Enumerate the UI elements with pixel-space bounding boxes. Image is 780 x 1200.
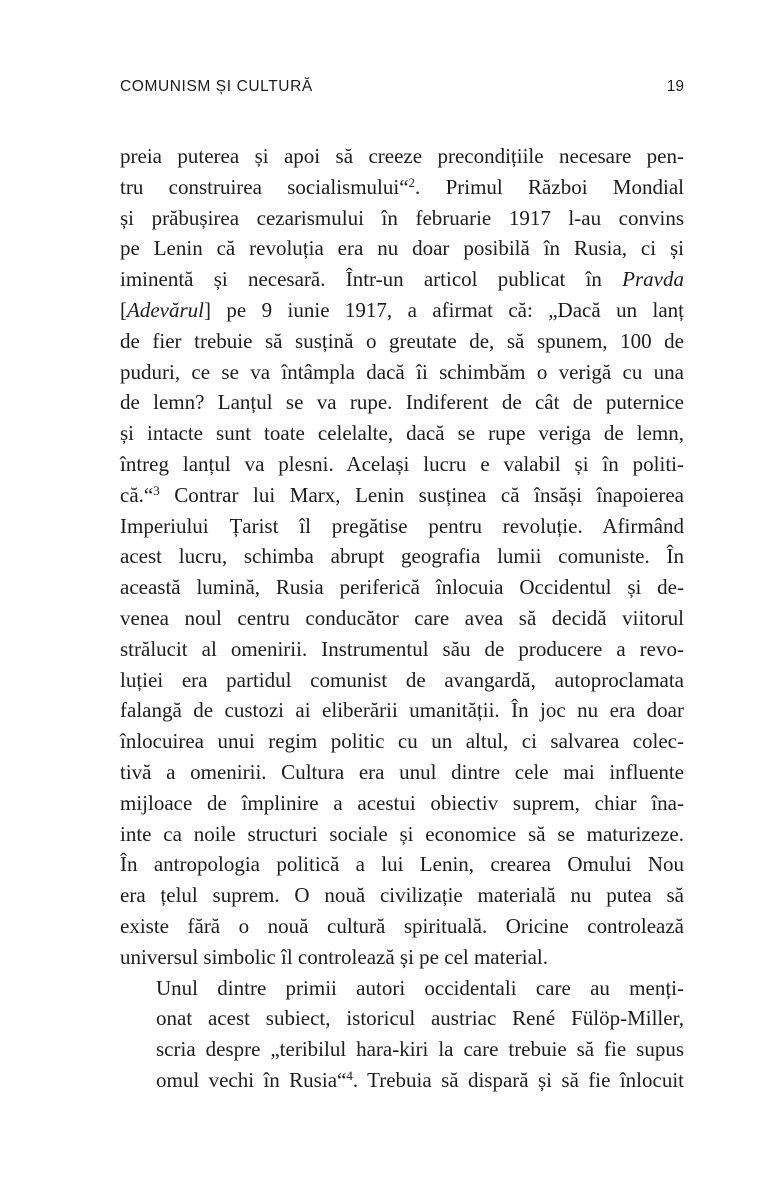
text-line: întreg lanțul va plesni. Același lucru e valabil și în politi- (120, 451, 684, 476)
text-line: și prăbușirea cezarismului în februarie 1917 l-au convins (120, 205, 684, 230)
body-text (120, 141, 684, 1096)
text-line: În antropologia politică a lui Lenin, crearea Omului Nou (120, 852, 684, 877)
text-line: era țelul suprem. O nouă civilizație materială nu putea să (120, 883, 684, 908)
text-line: luției era partidul comunist de avangardă, autoproclamata (120, 667, 684, 692)
text-line: universul simbolic îl controlează și pe cel material. (120, 944, 549, 969)
paragraph-1 (120, 141, 684, 973)
text-line: preia puterea și apoi să creeze precondițiile necesare pen- (120, 144, 684, 168)
text-line: onat acest subiect, istoricul austriac René Fülöp-Miller, (156, 1006, 684, 1031)
text-line: că.“$^3$ Contrar lui Marx, Lenin susținea că însăși înapoierea (120, 482, 684, 507)
text-line: puduri, ce se va întâmpla dacă îi schimbăm o verigă cu una (120, 359, 684, 384)
text-line: Imperiului Țarist îl pregătise pentru revoluție. Afirmând (120, 513, 684, 538)
text-line: această lumină, Rusia periferică înlocuia Occidentul și de- (120, 575, 684, 600)
text-line: acest lucru, schimba abrupt geografia lumii comuniste. În (120, 544, 684, 569)
text-line: Unul dintre primii autori occidentali care au menți- (156, 975, 684, 1000)
text-line: iminentă și necesară. Într-un articol publicat în Pravda (120, 267, 684, 292)
running-header (120, 78, 684, 102)
page-number: 19 (666, 78, 684, 95)
text-line: scria despre „teribilul hara-kiri la care trebuie să fie supus (156, 1037, 684, 1062)
text-line: strălucit al omenirii. Instrumentul său de producere a revo- (120, 636, 684, 661)
text-line: de fier trebuie să susțină o greutate de, să spunem, 100 de (120, 328, 684, 353)
text-line: înlocuirea unui regim politic cu un altul, ci salvarea colec- (120, 729, 684, 754)
text-line: [Adevărul] pe 9 iunie 1917, a afirmat că: „Dacă un lanț (120, 297, 684, 322)
text-line: pe Lenin că revoluția era nu doar posibilă în Rusia, ci și (120, 236, 684, 261)
text-line: inte ca noile structuri sociale și economice să se maturizeze. (120, 821, 684, 846)
text-line: omul vechi în Rusia“$^4$. Trebuia să dispară și să fie înlocuit (156, 1067, 685, 1092)
running-title: COMUNISM ȘI CULTURĂ (120, 78, 313, 95)
text-line: venea noul centru conducător care avea să decidă viitorul (120, 605, 684, 630)
text-line: falangă de custozi ai eliberării umanității. În joc nu era doar (120, 698, 684, 723)
text-line: și intacte sunt toate celelalte, dacă se rupe veriga de lemn, (120, 421, 684, 446)
paragraph-2 (120, 973, 684, 1096)
text-line: tru construirea socialismului“$^2$. Primul Război Mondial (120, 174, 684, 199)
text-line: de lemn? Lanțul se va rupe. Indiferent de cât de puternice (120, 390, 684, 415)
text-line: mijloace de împlinire a acestui obiectiv suprem, chiar îna- (120, 790, 684, 815)
text-line: tivă a omenirii. Cultura era unul dintre cele mai influente (120, 759, 684, 784)
text-line: existe fără o nouă cultură spirituală. Oricine controlează (120, 913, 684, 938)
